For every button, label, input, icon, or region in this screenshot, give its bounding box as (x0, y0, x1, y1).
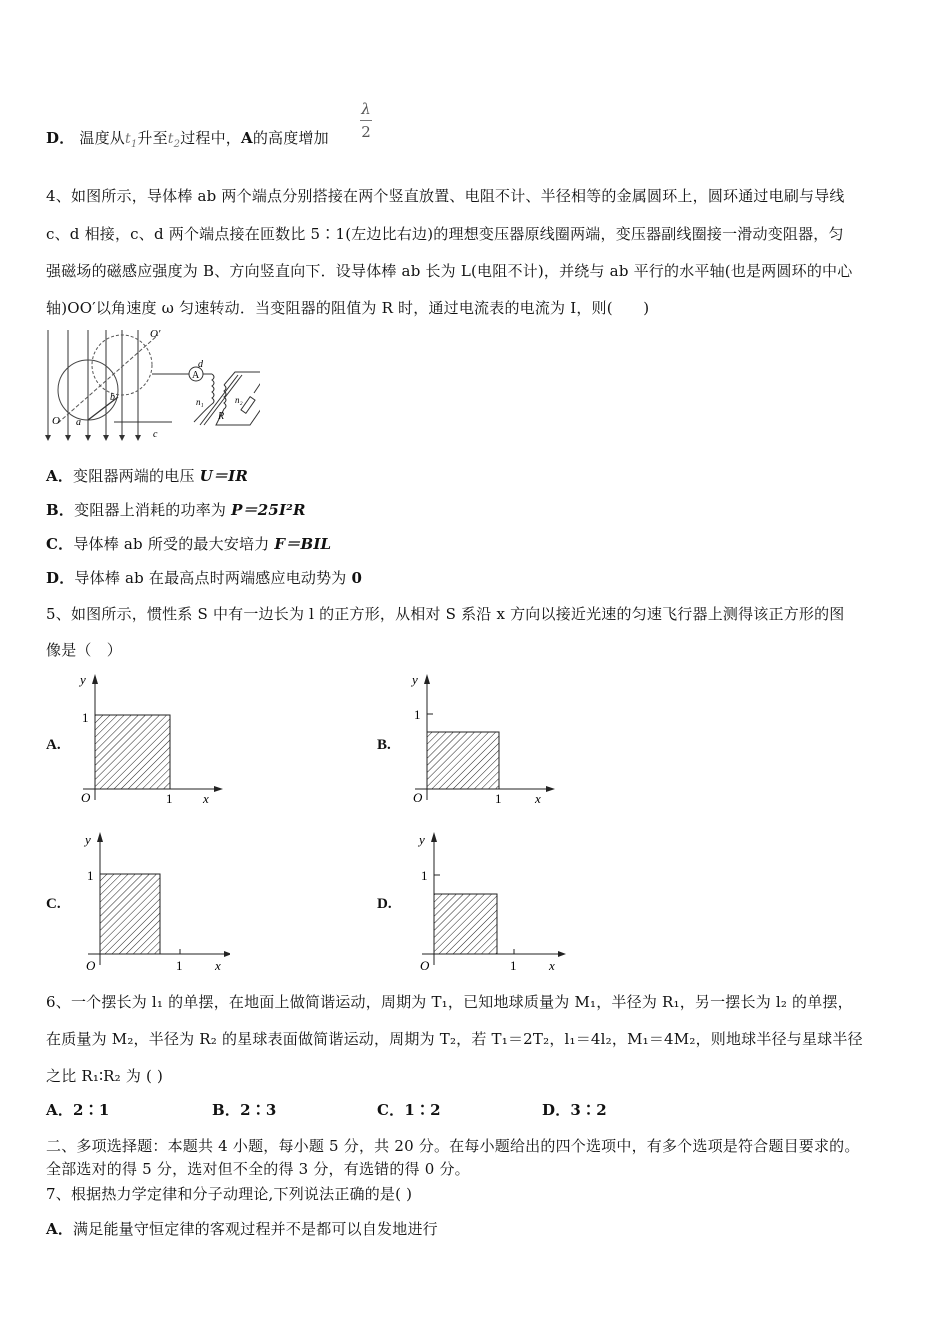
q5-option-d-graph (414, 830, 569, 975)
fraction-denominator: 2 (361, 123, 371, 141)
y-tick-1: 1 (87, 868, 94, 883)
y-arrow (431, 832, 437, 842)
q7-stem: 7、根据热力学定律和分子动理论,下列说法正确的是( ) (46, 1185, 413, 1203)
option-formula: F＝BIL (274, 535, 332, 553)
option-label: B． (46, 501, 75, 519)
y-tick-1: 1 (421, 868, 428, 883)
hatched-rectangle (427, 732, 499, 789)
lambda-over-2-fraction (358, 100, 374, 141)
option-text: 2∶1 (73, 1101, 110, 1119)
option-text: 变阻器上消耗的功率为 (74, 501, 232, 519)
q5-option-d-label: D. (377, 896, 392, 912)
ammeter-label: A (192, 370, 200, 381)
y-tick-1: 1 (414, 707, 421, 722)
y-label: y (80, 672, 86, 687)
y-label: y (85, 832, 91, 847)
q6-stem-line-2: 在质量为 M₂，半径为 R₂ 的星球表面做简谐运动，周期为 T₂，若 T₁＝2T₂，l₁＝4l₂，M₁＝4M₂，则地球半径与星球半径 (46, 1030, 863, 1048)
y-label: y (412, 672, 418, 687)
q4-stem-line-3: 强磁场的磁感应强度为 B、方向竖直向下．设导体棒 ab 长为 L(电阻不计)，并绕与 ab 平行的水平轴(也是两圆环的中心 (46, 262, 853, 280)
q3-option-d (46, 128, 329, 155)
option-text: 2∶3 (240, 1101, 277, 1119)
t1-symbol (125, 131, 138, 150)
q5-option-b-label: B. (377, 737, 391, 753)
x-tick-1: 1 (176, 958, 183, 973)
t2-symbol (167, 131, 181, 150)
option-text: 的高度增加 (252, 129, 329, 147)
x-tick-1: 1 (166, 791, 173, 806)
q5-stem-line-1: 5、如图所示，惯性系 S 中有一边长为 l 的正方形，从相对 S 系沿 x 方向以接近光速的匀速飞行器上测得该正方形的图 (46, 605, 845, 623)
q6-option-d (542, 1100, 607, 1120)
option-label: A． (46, 1101, 74, 1119)
q7-option-a (46, 1219, 438, 1239)
option-label: D． (46, 129, 75, 147)
q4-stem-line-2: c、d 相接，c、d 两个端点接在匝数比 5∶1(左边比右边)的理想变压器原线圈两端，变压器副线圈接一滑动变阻器，匀 (46, 225, 844, 243)
section-2-heading-line-2: 全部选对的得 5 分，选对但不全的得 3 分，有选错的得 0 分。 (46, 1160, 470, 1178)
magnetic-field-lines (48, 330, 138, 437)
option-text: 满足能量守恒定律的客观过程并不是都可以自发地进行 (73, 1220, 438, 1238)
q6-option-c (377, 1100, 441, 1120)
option-label: D． (46, 569, 75, 587)
option-formula: U＝IR (199, 467, 248, 485)
x-arrow (558, 951, 566, 957)
y-arrow (424, 674, 430, 684)
x-tick-1: 1 (510, 958, 517, 973)
label-n1: n₁ (196, 397, 204, 407)
label-a: a (76, 417, 81, 428)
option-label: A． (46, 467, 74, 485)
x-label: x (535, 791, 541, 806)
q5-option-c-graph (80, 830, 230, 975)
option-text: 导体棒 ab 在最高点时两端感应电动势为 (74, 569, 352, 587)
q5-option-c-label: C. (46, 896, 61, 912)
q5-option-b-graph (407, 672, 557, 812)
hatched-rectangle (100, 874, 160, 954)
label-O: O (52, 415, 60, 427)
q4-option-b (46, 500, 306, 520)
option-label: C． (377, 1101, 405, 1119)
q5-stem-line-2: 像是（ ） (46, 641, 123, 659)
origin-label: O (413, 790, 423, 805)
x-label: x (203, 791, 209, 806)
x-label: x (549, 958, 555, 973)
t-symbol: t (167, 131, 174, 147)
option-formula: 0 (351, 569, 363, 587)
x-tick-1: 1 (495, 791, 502, 806)
subscript: 2 (173, 138, 181, 150)
hatched-rectangle (434, 894, 497, 954)
origin-label: O (420, 958, 430, 973)
option-text: 1∶2 (404, 1101, 441, 1119)
option-label: A． (46, 1220, 74, 1238)
label-d: d (198, 359, 203, 370)
option-label: C． (46, 535, 74, 553)
q4-option-a (46, 466, 248, 486)
x-arrow (224, 951, 230, 957)
option-text: 过程中， (180, 129, 241, 147)
label-R: R (218, 411, 225, 422)
q5-option-a-label: A. (46, 737, 61, 753)
label-b: b (110, 392, 115, 403)
q4-circuit-figure (40, 325, 260, 445)
option-text: 温度从 (79, 129, 125, 147)
q6-option-a (46, 1100, 110, 1120)
t-symbol: t (125, 131, 131, 147)
section-2-heading-line-1: 二、多项选择题：本题共 4 小题，每小题 5 分，共 20 分。在每小题给出的四个选项中，有多个选项是符合题目要求的。 (46, 1137, 860, 1155)
label-n2: n₂ (235, 395, 243, 405)
x-arrow (546, 786, 555, 792)
q4-stem-line-4: 轴)OO′以角速度 ω 匀速转动．当变阻器的阻值为 R 时，通过电流表的电流为 I，则( ) (46, 299, 650, 317)
fraction-numerator: λ (361, 100, 371, 118)
q4-option-c (46, 534, 331, 554)
option-formula: P＝25I²R (231, 501, 306, 519)
x-arrow (214, 786, 223, 792)
origin-label: O (86, 958, 96, 973)
option-text: 变阻器两端的电压 (73, 467, 200, 485)
q6-option-b (212, 1100, 277, 1120)
arrowheads (45, 435, 141, 441)
y-arrow (92, 674, 98, 684)
y-label: y (419, 832, 425, 847)
origin-label: O (81, 790, 91, 805)
option-label: B． (212, 1101, 241, 1119)
q5-option-a-graph (75, 672, 225, 812)
fraction-bar (360, 120, 372, 121)
option-text: 导体棒 ab 所受的最大安培力 (73, 535, 275, 553)
q4-stem-line-1: 4、如图所示，导体棒 ab 两个端点分别搭接在两个竖直放置、电阻不计、半径相等的金属圆环上，圆环通过电刷与导线 (46, 187, 845, 205)
option-text: 3∶2 (570, 1101, 607, 1119)
label-c: c (153, 429, 158, 440)
q6-stem-line-1: 6、一个摆长为 l₁ 的单摆，在地面上做简谐运动，周期为 T₁，已知地球质量为 M₁，半径为 R₁，另一摆长为 l₂ 的单摆， (46, 993, 853, 1011)
hatched-rectangle (95, 715, 170, 789)
subscript: 1 (130, 138, 138, 150)
q4-option-d (46, 568, 362, 588)
q6-stem-line-3: 之比 R₁∶R₂ 为 ( ) (46, 1067, 164, 1085)
rheostat-icon (241, 397, 255, 414)
bold-letter: A (241, 129, 253, 147)
label-O-prime: O′ (150, 328, 161, 340)
option-label: D． (542, 1101, 571, 1119)
option-text: 升至 (137, 129, 168, 147)
y-arrow (97, 832, 103, 842)
y-tick-1: 1 (82, 710, 89, 725)
axis-OO-prime (58, 335, 158, 423)
x-label: x (215, 958, 221, 973)
